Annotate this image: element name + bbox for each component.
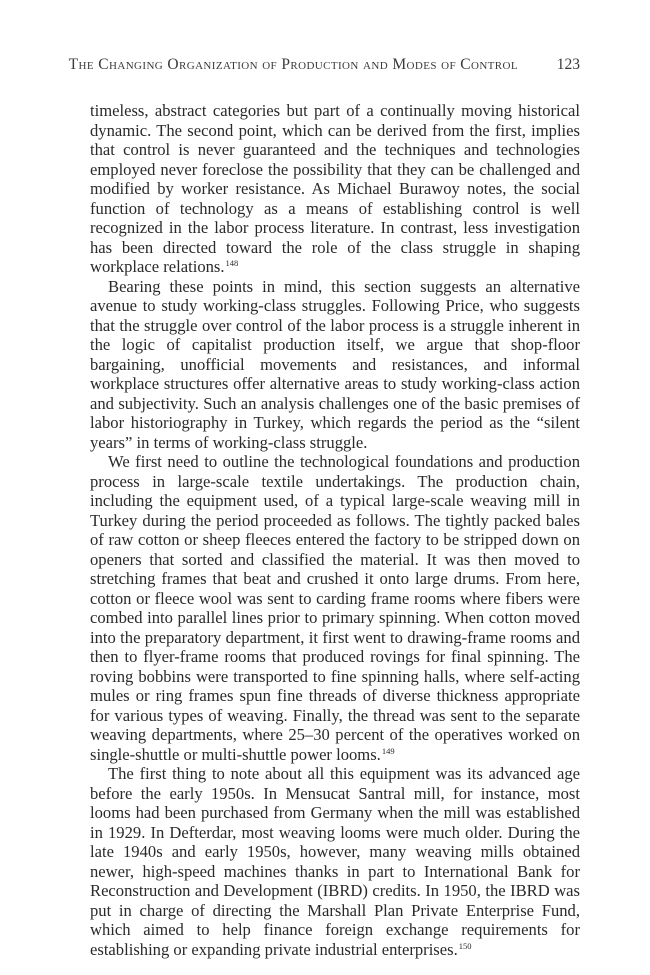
paragraph — [90, 764, 580, 959]
paragraph — [90, 277, 580, 453]
paragraph-text: timeless, abstract categories but part of a continually moving historical dynamic. The second point, which can be derived from the first, implies that control is never guaranteed and the techniques and technologies employed never foreclose the possibility that they can be challenged and modified by worker resistance. As Michael Burawoy notes, the social function of technology as a means of establishing control is well recognized in the labor process literature. In contrast, less investigation has been directed toward the role of the class struggle in shaping workplace relations. — [90, 101, 580, 276]
paragraph-text: We first need to outline the technological foundations and production process in large-scale textile undertakings. The production chain, including the equipment used, of a typical large-scale weaving mill in Turkey during the period proceeded as follows. The tightly packed bales of raw cotton or sheep fleeces entered the factory to be stripped down on openers that sorted and classified the material. It was then moved to stretching frames that beat and crushed it onto large drums. From here, cotton or fleece wool was sent to carding frame rooms where fibers were combed into parallel lines prior to primary spinning. When cotton moved into the preparatory department, it first went to drawing-frame rooms and then to flyer-frame rooms that produced rovings for final spinning. The roving bobbins were transported to fine spinning halls, where self-acting mules or ring frames spun fine threads of diverse thickness appropriate for various types of weaving. Finally, the thread was sent to the separate weaving departments, where 25–30 percent of the operatives worked on single-shuttle or multi-shuttle power looms. — [90, 452, 580, 764]
paragraph — [90, 452, 580, 764]
footnote-ref: 149 — [381, 745, 395, 756]
paragraph — [90, 101, 580, 277]
running-header — [68, 56, 580, 76]
body-text — [90, 101, 580, 959]
page-number: 123 — [556, 56, 580, 73]
paragraph-text: Bearing these points in mind, this section suggests an alternative avenue to study working-class struggles. Following Price, who suggests that the struggle over control of the labor process is a struggle inherent in the logic of capitalist production itself, we argue that shop-floor bargaining, unofficial movements and resistances, and informal workplace structures offer alternative areas to study working-class action and subjectivity. Such an analysis challenges one of the basic premises of labor historiography in Turkey, which regards the period as the “silent years” in terms of working-class struggle. — [90, 276, 580, 452]
paragraph-text: The first thing to note about all this equipment was its advanced age before the early 1950s. In Mensucat Santral mill, for instance, most looms had been purchased from Germany when the mill was established in 1929. In Defterdar, most weaving looms were much older. During the late 1940s and early 1950s, however, many weaving mills obtained newer, high-speed machines thanks in part to International Bank for Reconstruction and Development (IBRD) credits. In 1950, the IBRD was put in charge of directing the Marshall Plan Private Enterprise Fund, which aimed to help finance foreign exchange requirements for establishing or expanding private industrial enterprises. — [90, 764, 580, 959]
footnote-ref: 148 — [225, 258, 239, 268]
running-title: The Changing Organization of Production and Modes of Control — [68, 56, 518, 73]
footnote-ref: 150 — [458, 940, 472, 951]
